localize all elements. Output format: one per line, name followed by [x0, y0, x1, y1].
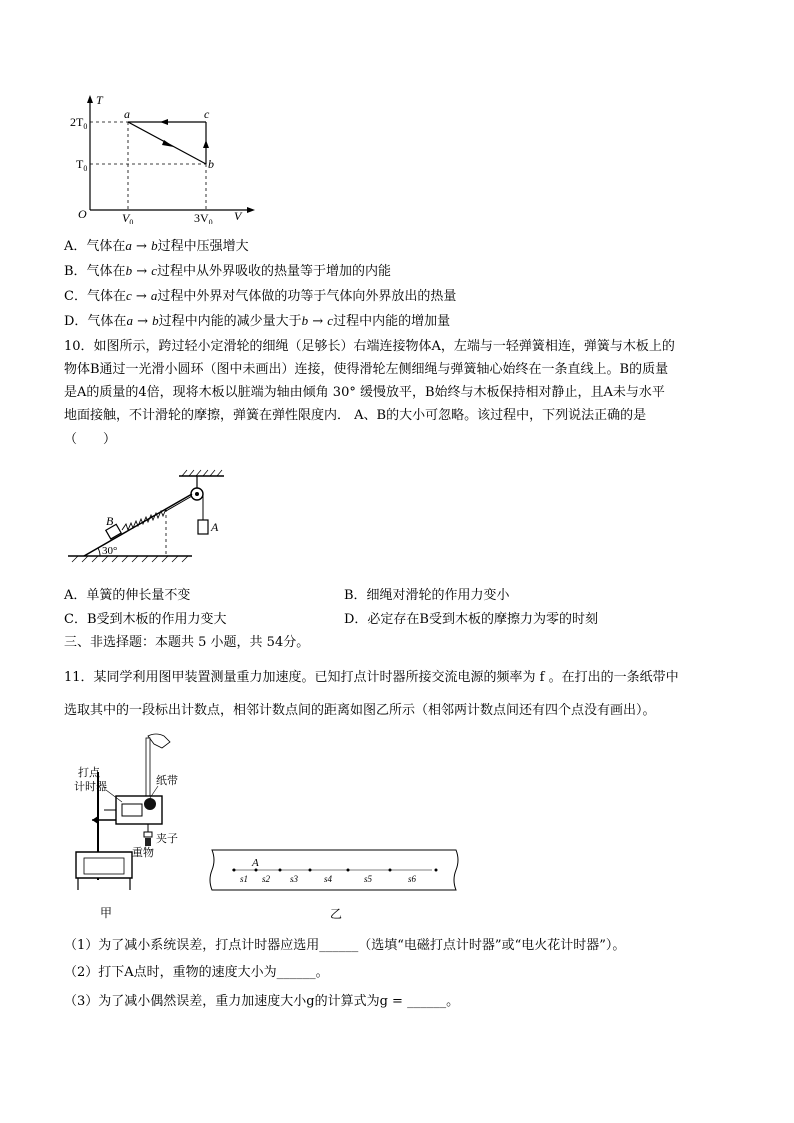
- timer-apparatus-figure: [70, 732, 200, 922]
- block-a-label: A: [211, 520, 219, 534]
- tape-point-a-label: A: [252, 857, 259, 869]
- q11-sub-3[interactable]: （3）为了减小偶然误差，重力加速度大小g的计算式为g = ______。: [64, 994, 460, 1009]
- clip-label: 夹子: [156, 833, 178, 845]
- q11-sub-2[interactable]: （2）打下A点时，重物的速度大小为______。: [64, 965, 329, 980]
- q10-stem-line-1: 10．如图所示，跨过轻小定滑轮的细绳（足够长）右端连接物体A，左端与一轻弹簧相连，弹簧与木板上的: [64, 339, 675, 354]
- subscript: 0: [83, 122, 88, 131]
- t-t0-label: T: [76, 157, 84, 171]
- q10-stem-line-2: 物体B通过一光滑小圆环（图中未画出）连接，使得滑轮左侧细绳与弹簧轴心始终在一条直线上。B的质量: [64, 362, 669, 377]
- origin-label: O: [78, 207, 87, 221]
- svg-text:V0: [122, 211, 133, 224]
- angle-label: 30°: [102, 545, 118, 557]
- incline-pulley-figure: [64, 468, 254, 568]
- axis-t-label: T: [96, 93, 103, 107]
- block-b-label: B: [106, 514, 114, 528]
- t-2t0-label: 2T: [70, 115, 84, 129]
- q11-sub-1[interactable]: （1）为了减小系统误差，打点计时器应选用______（选填“电磁打点计时器”或“电火花计时器”）。: [64, 938, 626, 953]
- q10-answer-bracket: （ ）: [64, 432, 117, 447]
- figure-yi-caption: 乙: [330, 907, 343, 921]
- point-c-label: c: [204, 107, 210, 121]
- timer-label-1: 打点: [78, 767, 100, 779]
- tape-label: 纸带: [156, 775, 178, 787]
- q10-stem-line-3: 是A的质量的4倍，现将木板以脏端为轴由倾角 30° 缓慢放平，B始终与木板保持相对静止，且A未与水平: [64, 385, 665, 400]
- q9-option-b[interactable]: B．气体在b → c过程中从外界吸收的热量等于增加的内能: [64, 263, 392, 279]
- subscript: 0: [83, 164, 88, 173]
- q9-option-d[interactable]: D．气体在a → b过程中内能的减少量大于b → c过程中内能的增加量: [64, 313, 451, 329]
- v-v0-label: V: [122, 211, 130, 224]
- figure-jia-caption: 甲: [100, 906, 113, 920]
- q10-stem-line-4: 地面接触，不计滑轮的摩擦，弹簧在弹性限度内． A、B的大小可忽略。该过程中，下列说法正确的是: [64, 408, 647, 423]
- point-a-label: a: [124, 107, 130, 121]
- q10-option-c[interactable]: C．B受到木板的作用力变大: [64, 612, 227, 627]
- q9-option-c[interactable]: C．气体在c → a过程中外界对气体做的功等于气体向外界放出的热量: [64, 288, 457, 304]
- timer-label-2: 计时器: [74, 781, 107, 793]
- point-b-label: b: [208, 157, 214, 171]
- subscript: 0: [129, 218, 134, 224]
- q11-stem-line-1: 11．某同学利用图甲装置测量重力加速度。已知打点计时器所接交流电源的频率为 f 。在打出的一条纸带中: [64, 670, 679, 685]
- svg-text:3V0: [194, 211, 213, 224]
- q11-stem-line-2: 选取其中的一段标出计数点，相邻计数点间的距离如图乙所示（相邻两计数点间还有四个点没有画出）。: [64, 703, 656, 718]
- segment-s4: s4: [324, 874, 333, 884]
- weight-label: 重物: [132, 847, 154, 859]
- v-3v0-label: 3V: [194, 211, 209, 224]
- tv-graph: [70, 92, 260, 224]
- segment-s2: s2: [262, 874, 271, 884]
- section-heading: 三、非选择题：本题共 5 小题，共 54分。: [64, 635, 310, 650]
- paper-tape-figure: [206, 840, 466, 922]
- segment-s6: s6: [408, 874, 417, 884]
- q10-option-d[interactable]: D．必定存在B受到木板的摩擦力为零的时刻: [344, 612, 598, 627]
- segment-s3: s3: [290, 874, 299, 884]
- q9-option-a[interactable]: A．气体在a → b过程中压强增大: [64, 238, 249, 254]
- subscript: 0: [208, 218, 213, 224]
- q10-option-a[interactable]: A．单簧的伸长量不变: [64, 588, 191, 603]
- svg-text:2T0: [70, 115, 87, 131]
- q10-option-b[interactable]: B．细绳对滑轮的作用力变小: [344, 588, 510, 603]
- segment-s5: s5: [364, 874, 373, 884]
- svg-text:T0: [76, 157, 87, 173]
- axis-v-label: V: [234, 209, 242, 223]
- segment-s1: s1: [240, 874, 249, 884]
